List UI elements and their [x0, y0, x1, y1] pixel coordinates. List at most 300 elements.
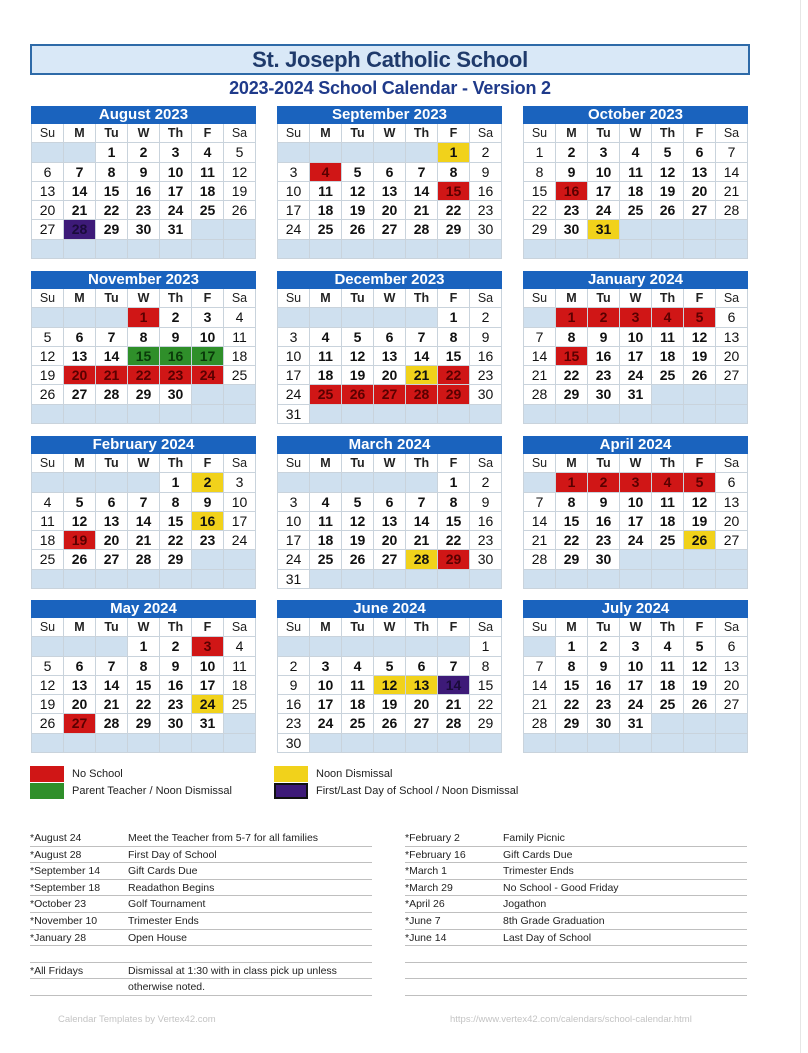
day-cell: 6	[64, 328, 96, 347]
day-name-header: W	[128, 124, 160, 143]
day-cell: 7	[128, 493, 160, 512]
day-name-header: F	[192, 289, 224, 308]
event-row	[405, 963, 747, 980]
day-cell: 17	[310, 695, 342, 714]
month-calendar	[277, 436, 502, 589]
empty-cell	[620, 734, 652, 753]
empty-cell	[524, 308, 556, 327]
day-cell: 24	[620, 695, 652, 714]
event-description: Readathon Begins	[128, 881, 215, 894]
day-cell: 28	[524, 385, 556, 404]
empty-cell	[406, 143, 438, 162]
day-cell: 10	[224, 493, 256, 512]
empty-cell	[620, 550, 652, 569]
day-cell: 2	[470, 308, 502, 327]
month-calendar	[523, 436, 748, 589]
day-cell: 19	[32, 366, 64, 385]
day-cell: 6	[96, 493, 128, 512]
day-cell: 15	[556, 676, 588, 695]
event-row	[405, 880, 747, 897]
day-cell: 26	[342, 220, 374, 239]
event-description: Meet the Teacher from 5-7 for all families	[128, 832, 319, 844]
day-cell: 8	[556, 657, 588, 676]
day-cell: 10	[278, 512, 310, 531]
month-grid	[31, 618, 256, 753]
day-cell: 18	[652, 676, 684, 695]
day-cell: 2	[556, 143, 588, 162]
day-cell: 28	[128, 550, 160, 569]
month-grid	[523, 124, 748, 259]
day-cell: 16	[588, 512, 620, 531]
day-name-header: Th	[406, 124, 438, 143]
empty-cell	[374, 473, 406, 492]
day-cell: 16	[160, 676, 192, 695]
day-cell-red: 15	[438, 182, 470, 201]
empty-cell	[406, 637, 438, 656]
empty-cell	[192, 240, 224, 259]
event-date	[405, 963, 503, 979]
day-name-header: Tu	[588, 124, 620, 143]
empty-cell	[374, 405, 406, 424]
day-cell-yellow: 13	[406, 676, 438, 695]
day-name-header: Su	[524, 618, 556, 637]
day-cell: 21	[406, 531, 438, 550]
day-cell-red: 22	[438, 366, 470, 385]
day-cell-red: 2	[588, 473, 620, 492]
empty-cell	[310, 143, 342, 162]
day-name-header: Tu	[96, 289, 128, 308]
day-name-header: Th	[160, 289, 192, 308]
day-name-header: Th	[652, 124, 684, 143]
event-row	[30, 946, 372, 963]
empty-cell	[96, 734, 128, 753]
events-list-left	[30, 830, 372, 996]
day-cell: 17	[620, 512, 652, 531]
empty-cell	[438, 734, 470, 753]
day-cell: 23	[160, 695, 192, 714]
day-cell: 21	[438, 695, 470, 714]
empty-cell	[588, 405, 620, 424]
day-name-header: F	[438, 454, 470, 473]
day-cell: 3	[224, 473, 256, 492]
day-cell: 4	[310, 493, 342, 512]
day-cell: 16	[470, 182, 502, 201]
day-cell-red: 5	[684, 473, 716, 492]
month-calendar	[31, 600, 256, 753]
empty-cell	[192, 385, 224, 404]
day-cell: 6	[374, 328, 406, 347]
day-name-header: M	[556, 289, 588, 308]
day-cell-yellow: 2	[192, 473, 224, 492]
month-calendar	[31, 271, 256, 424]
month-title: July 2024	[523, 600, 748, 618]
day-name-header: Sa	[224, 618, 256, 637]
event-date	[405, 946, 503, 962]
day-cell: 19	[684, 347, 716, 366]
empty-cell	[684, 714, 716, 733]
legend-label: Noon Dismissal	[316, 767, 393, 780]
empty-cell	[524, 734, 556, 753]
day-cell: 24	[160, 201, 192, 220]
day-cell-red: 19	[64, 531, 96, 550]
day-cell: 5	[684, 637, 716, 656]
day-cell: 16	[128, 182, 160, 201]
empty-cell	[620, 570, 652, 589]
day-cell-yellow: 1	[438, 143, 470, 162]
day-cell-red: 21	[96, 366, 128, 385]
day-cell: 30	[160, 385, 192, 404]
empty-cell	[32, 240, 64, 259]
day-cell: 1	[438, 308, 470, 327]
day-cell: 12	[684, 328, 716, 347]
day-cell: 23	[588, 531, 620, 550]
day-cell: 26	[684, 366, 716, 385]
day-name-header: F	[684, 289, 716, 308]
day-cell: 6	[406, 657, 438, 676]
day-cell: 6	[716, 473, 748, 492]
day-cell: 23	[556, 201, 588, 220]
day-cell: 21	[96, 695, 128, 714]
day-name-header: Tu	[588, 618, 620, 637]
empty-cell	[192, 550, 224, 569]
empty-cell	[160, 570, 192, 589]
day-cell: 18	[224, 676, 256, 695]
day-name-header: Sa	[716, 454, 748, 473]
day-cell: 24	[310, 714, 342, 733]
day-cell-red: 28	[406, 385, 438, 404]
month-calendar	[523, 600, 748, 753]
day-name-header: F	[684, 124, 716, 143]
day-cell: 10	[278, 347, 310, 366]
day-cell: 6	[684, 143, 716, 162]
day-cell: 2	[128, 143, 160, 162]
day-name-header: Tu	[588, 289, 620, 308]
day-cell: 5	[224, 143, 256, 162]
month-title: May 2024	[31, 600, 256, 618]
empty-cell	[278, 240, 310, 259]
empty-cell	[310, 570, 342, 589]
day-cell: 25	[652, 695, 684, 714]
day-cell: 27	[716, 531, 748, 550]
event-date: *October 23	[30, 898, 87, 911]
day-cell-yellow: 24	[192, 695, 224, 714]
day-cell: 31	[620, 385, 652, 404]
day-cell: 2	[160, 308, 192, 327]
empty-cell	[684, 220, 716, 239]
day-name-header: W	[374, 289, 406, 308]
day-cell: 9	[588, 493, 620, 512]
day-cell: 1	[128, 637, 160, 656]
day-name-header: M	[64, 124, 96, 143]
event-row	[405, 979, 747, 996]
day-name-header: Sa	[224, 454, 256, 473]
day-cell: 29	[160, 550, 192, 569]
day-cell: 27	[374, 550, 406, 569]
empty-cell	[556, 570, 588, 589]
day-name-header: Su	[524, 289, 556, 308]
day-cell: 24	[620, 531, 652, 550]
day-name-header: Tu	[96, 618, 128, 637]
event-date	[30, 979, 128, 995]
day-name-header: Sa	[470, 618, 502, 637]
empty-cell	[278, 308, 310, 327]
day-cell: 26	[342, 550, 374, 569]
empty-cell	[64, 637, 96, 656]
day-cell: 19	[684, 676, 716, 695]
event-description: Jogathon	[503, 898, 547, 911]
day-cell: 23	[278, 714, 310, 733]
day-cell: 1	[438, 473, 470, 492]
day-name-header: Th	[406, 618, 438, 637]
event-row	[405, 863, 747, 880]
empty-cell	[652, 220, 684, 239]
day-cell: 14	[96, 347, 128, 366]
day-cell: 13	[716, 493, 748, 512]
day-cell: 23	[128, 201, 160, 220]
day-cell-red: 4	[652, 308, 684, 327]
empty-cell	[620, 240, 652, 259]
day-cell: 27	[716, 695, 748, 714]
empty-cell	[556, 405, 588, 424]
empty-cell	[684, 550, 716, 569]
day-cell: 3	[278, 163, 310, 182]
day-cell: 22	[438, 531, 470, 550]
empty-cell	[160, 734, 192, 753]
day-name-header: W	[128, 454, 160, 473]
day-cell: 9	[160, 657, 192, 676]
day-cell: 10	[192, 328, 224, 347]
empty-cell	[192, 570, 224, 589]
day-name-header: M	[310, 618, 342, 637]
day-cell: 12	[224, 163, 256, 182]
events-list-right	[405, 830, 747, 996]
day-cell: 3	[278, 493, 310, 512]
empty-cell	[96, 240, 128, 259]
day-name-header: Su	[278, 289, 310, 308]
day-name-header: W	[374, 124, 406, 143]
day-cell: 25	[192, 201, 224, 220]
empty-cell	[128, 570, 160, 589]
day-cell: 6	[716, 637, 748, 656]
event-date: *November 10	[30, 914, 98, 927]
day-cell: 12	[684, 657, 716, 676]
day-cell: 6	[374, 163, 406, 182]
day-cell-green: 17	[192, 347, 224, 366]
day-cell: 22	[438, 201, 470, 220]
event-date: *January 28	[30, 931, 87, 944]
empty-cell	[406, 570, 438, 589]
day-cell: 15	[96, 182, 128, 201]
day-cell: 27	[406, 714, 438, 733]
day-cell: 14	[524, 676, 556, 695]
day-cell: 16	[588, 347, 620, 366]
day-cell: 28	[524, 550, 556, 569]
day-cell: 5	[374, 657, 406, 676]
school-title: St. Joseph Catholic School	[30, 44, 750, 75]
empty-cell	[652, 385, 684, 404]
day-cell: 19	[342, 366, 374, 385]
day-name-header: M	[556, 454, 588, 473]
day-name-header: Th	[160, 454, 192, 473]
event-description: Family Picnic	[503, 832, 565, 844]
day-cell: 26	[64, 550, 96, 569]
day-cell: 15	[438, 512, 470, 531]
event-row	[30, 830, 372, 847]
day-cell: 22	[524, 201, 556, 220]
day-cell: 9	[192, 493, 224, 512]
parent-teacher-swatch	[30, 783, 64, 799]
empty-cell	[192, 734, 224, 753]
day-cell: 14	[716, 163, 748, 182]
empty-cell	[652, 240, 684, 259]
day-cell-red: 1	[556, 473, 588, 492]
empty-cell	[470, 570, 502, 589]
day-cell-red: 26	[342, 385, 374, 404]
empty-cell	[374, 308, 406, 327]
day-cell: 12	[342, 347, 374, 366]
day-cell-red: 15	[556, 347, 588, 366]
day-cell: 4	[310, 328, 342, 347]
event-date: *September 14	[30, 865, 101, 878]
day-cell-yellow: 26	[684, 531, 716, 550]
event-description: No School - Good Friday	[503, 881, 619, 894]
day-name-header: F	[438, 289, 470, 308]
day-cell-green: 15	[128, 347, 160, 366]
day-name-header: M	[64, 454, 96, 473]
day-cell: 29	[438, 220, 470, 239]
day-cell: 11	[310, 512, 342, 531]
day-name-header: Sa	[470, 454, 502, 473]
day-cell: 5	[652, 143, 684, 162]
event-row	[405, 847, 747, 864]
empty-cell	[96, 308, 128, 327]
empty-cell	[684, 385, 716, 404]
day-cell: 13	[684, 163, 716, 182]
month-grid	[277, 124, 502, 259]
event-row	[405, 913, 747, 930]
day-name-header: M	[556, 124, 588, 143]
event-date	[30, 946, 128, 962]
legend-parent-teacher	[30, 782, 232, 799]
empty-cell	[374, 734, 406, 753]
day-name-header: F	[438, 124, 470, 143]
day-name-header: Tu	[96, 124, 128, 143]
day-cell: 27	[684, 201, 716, 220]
day-cell: 22	[160, 531, 192, 550]
empty-cell	[310, 734, 342, 753]
day-cell: 14	[406, 347, 438, 366]
day-name-header: Tu	[342, 289, 374, 308]
day-name-header: M	[64, 289, 96, 308]
day-cell: 11	[342, 676, 374, 695]
day-cell: 23	[470, 201, 502, 220]
event-description: Open House	[128, 931, 187, 944]
day-cell: 17	[278, 366, 310, 385]
day-cell: 12	[32, 347, 64, 366]
day-cell: 28	[406, 220, 438, 239]
day-cell: 8	[470, 657, 502, 676]
day-cell: 13	[96, 512, 128, 531]
empty-cell	[160, 240, 192, 259]
day-cell-red: 27	[374, 385, 406, 404]
day-name-header: M	[310, 454, 342, 473]
day-cell: 6	[32, 163, 64, 182]
empty-cell	[224, 550, 256, 569]
event-description: Gift Cards Due	[128, 865, 198, 878]
day-cell: 20	[684, 182, 716, 201]
day-cell: 7	[96, 328, 128, 347]
day-cell: 15	[128, 676, 160, 695]
day-cell: 1	[470, 637, 502, 656]
day-cell: 29	[556, 385, 588, 404]
empty-cell	[32, 637, 64, 656]
empty-cell	[32, 405, 64, 424]
day-cell: 17	[620, 347, 652, 366]
event-description: Trimester Ends	[128, 914, 199, 927]
day-cell: 7	[438, 657, 470, 676]
page-edge-line	[800, 0, 801, 1053]
day-cell: 15	[438, 347, 470, 366]
day-cell: 1	[524, 143, 556, 162]
day-cell: 27	[716, 366, 748, 385]
day-cell: 20	[716, 676, 748, 695]
day-cell: 9	[588, 657, 620, 676]
empty-cell	[64, 734, 96, 753]
day-name-header: W	[128, 618, 160, 637]
day-cell: 21	[716, 182, 748, 201]
day-cell-purple: 28	[64, 220, 96, 239]
day-cell: 4	[342, 657, 374, 676]
event-row	[405, 930, 747, 947]
day-cell: 20	[96, 531, 128, 550]
day-name-header: Tu	[342, 618, 374, 637]
empty-cell	[342, 143, 374, 162]
event-date: *March 1	[405, 865, 448, 878]
day-name-header: F	[438, 618, 470, 637]
day-name-header: Su	[278, 618, 310, 637]
empty-cell	[406, 240, 438, 259]
day-cell: 7	[64, 163, 96, 182]
day-cell: 27	[32, 220, 64, 239]
day-cell: 8	[556, 328, 588, 347]
empty-cell	[310, 473, 342, 492]
day-cell: 30	[278, 734, 310, 753]
day-cell: 12	[342, 512, 374, 531]
day-cell: 19	[342, 531, 374, 550]
empty-cell	[224, 240, 256, 259]
day-cell: 3	[160, 143, 192, 162]
day-cell: 18	[310, 531, 342, 550]
month-title: September 2023	[277, 106, 502, 124]
month-grid	[523, 289, 748, 424]
event-row	[405, 896, 747, 913]
month-title: January 2024	[523, 271, 748, 289]
day-cell: 17	[278, 531, 310, 550]
empty-cell	[438, 240, 470, 259]
day-cell-red: 4	[310, 163, 342, 182]
month-title: April 2024	[523, 436, 748, 454]
day-cell: 18	[620, 182, 652, 201]
day-cell: 26	[652, 201, 684, 220]
day-cell: 8	[128, 657, 160, 676]
day-cell: 16	[470, 347, 502, 366]
day-cell: 25	[32, 550, 64, 569]
event-date: *All Fridays	[30, 964, 84, 977]
day-cell: 4	[224, 308, 256, 327]
day-cell: 14	[406, 182, 438, 201]
day-name-header: Su	[32, 454, 64, 473]
day-cell: 30	[588, 385, 620, 404]
